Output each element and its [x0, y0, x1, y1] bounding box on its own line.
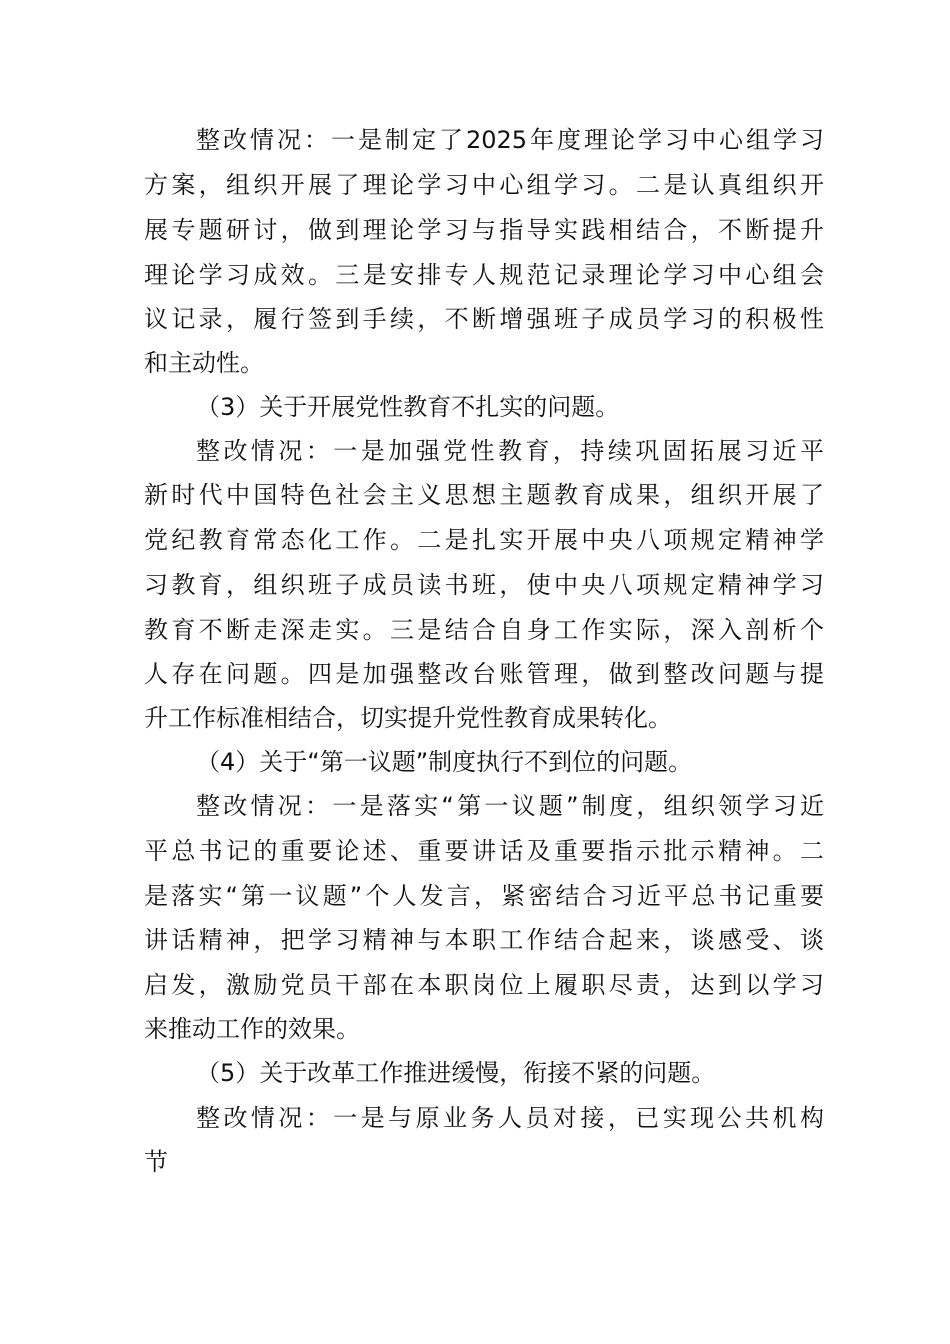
paragraph-line: 新时代中国特色社会主义思想主题教育成果，组织开展了: [144, 481, 824, 509]
paragraph-line: 整改情况：一是加强党性教育，持续巩固拓展习近平: [196, 437, 824, 465]
paragraph-line: 教育不断走深走实。三是结合自身工作实际，深入剖析个: [144, 616, 824, 644]
paragraph-line: 启发，激励党员干部在本职岗位上履职尽责，达到以学习: [144, 971, 824, 999]
paragraph-line: 和主动性。: [144, 349, 264, 377]
paragraph-line: 来推动工作的效果。: [144, 1015, 360, 1043]
section-heading: （3）关于开展党性教育不扎实的问题。: [196, 393, 620, 421]
paragraph-line: 升工作标准相结合，切实提升党性教育成果转化。: [144, 704, 672, 732]
paragraph-line: 理论学习成效。三是安排专人规范记录理论学习中心组会: [144, 261, 824, 289]
paragraph-line: 方案，组织开展了理论学习中心组学习。二是认真组织开: [144, 171, 824, 199]
section-heading: （4）关于“第一议题”制度执行不到位的问题。: [196, 748, 693, 776]
paragraph-line: 整改情况：一是制定了2025年度理论学习中心组学习: [196, 126, 824, 154]
paragraph-line: 讲话精神，把学习精神与本职工作结合起来，谈感受、谈: [144, 926, 824, 954]
section-heading: （5）关于改革工作推进缓慢，衔接不紧的问题。: [196, 1059, 716, 1087]
paragraph-line: 习教育，组织班子成员读书班，使中央八项规定精神学习: [144, 571, 824, 599]
paragraph-line: 议记录，履行签到手续，不断增强班子成员学习的积极性: [144, 305, 824, 333]
paragraph-line: 党纪教育常态化工作。二是扎实开展中央八项规定精神学: [144, 526, 824, 554]
paragraph-line: 节: [144, 1148, 168, 1176]
paragraph-line: 展专题研讨，做到理论学习与指导实践相结合，不断提升: [144, 216, 824, 244]
paragraph-line: 整改情况：一是落实“第一议题”制度，组织领学习近: [196, 792, 824, 820]
paragraph-line: 是落实“第一议题”个人发言，紧密结合习近平总书记重要: [144, 882, 824, 910]
paragraph-line: 人存在问题。四是加强整改台账管理，做到整改问题与提: [144, 660, 824, 688]
paragraph-line: 整改情况：一是与原业务人员对接，已实现公共机构: [196, 1104, 824, 1132]
paragraph-line: 平总书记的重要论述、重要讲话及重要指示批示精神。二: [144, 837, 824, 865]
